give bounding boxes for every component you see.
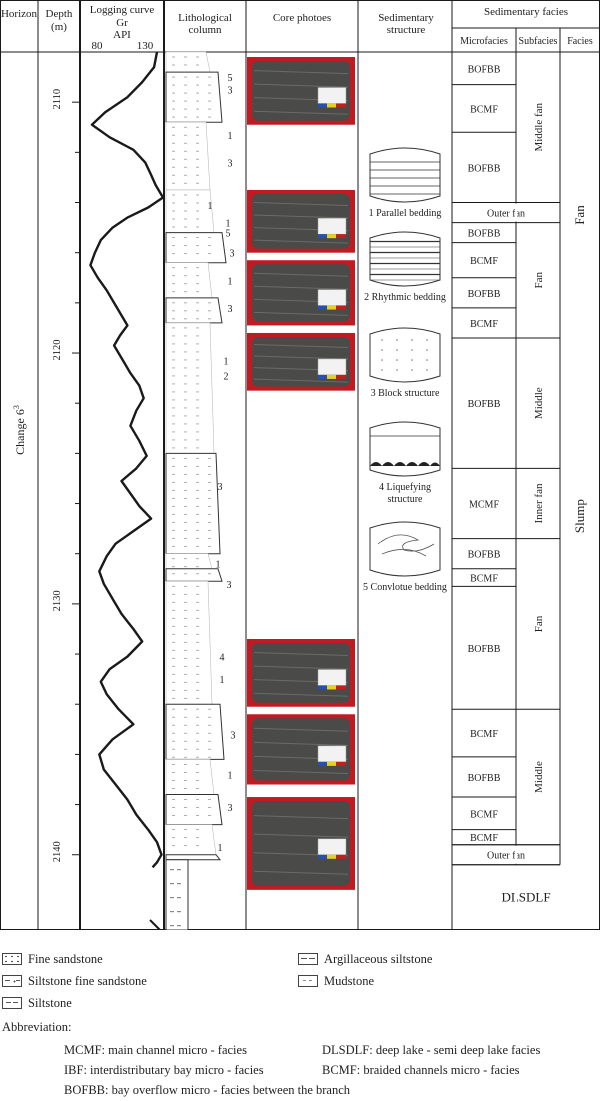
structure-label: 5 Convlotue bedding [363,582,447,593]
structure-outline [370,232,440,286]
header-depth: Depth [45,8,73,20]
microfacies-label: BOFBB [467,772,501,784]
litho-structure-number: 1 [227,770,233,782]
structure-2-icon [370,232,440,286]
microfacies-label: BOFBB [467,163,501,175]
abbreviation-ibf: IBF: interdistributary bay micro - facies [64,1063,264,1077]
microfacies-label: BOFBB [467,228,501,240]
core-color-bar [327,762,336,766]
legend-swatch-dash-dot [2,975,22,987]
header-horizon: Horizon [0,8,38,20]
litho-bed [166,233,226,263]
subfacies-label: Fan [533,272,545,289]
structure-1-icon [370,148,440,202]
litho-bed [166,323,214,453]
litho-bed [166,825,216,855]
microfacies-label: MCMF [468,499,500,511]
core-color-bar [318,306,327,310]
core-color-bar [336,375,346,379]
litho-structure-number: 1 [215,559,221,571]
header-logging-api: API [113,29,131,41]
litho-structure-number: 1 [225,218,231,230]
core-photo [247,714,355,784]
facies-label-fan: Fan [572,205,587,225]
microfacies-label: BCMF [470,833,498,845]
horizon-label: Change $6^3$ [12,405,27,455]
litho-structure-number: 3 [229,248,235,260]
legend-fine-sandstone: Fine sandstone [2,952,103,966]
structure-dot [411,369,413,371]
depth-tick-label: 2110 [52,88,63,110]
header-core: Core photoes [272,12,332,24]
gr-curve-tail [150,920,160,930]
structure-3-icon [370,328,440,382]
litho-structure-number: 5 [227,73,233,85]
subfacies-label: Middle [533,387,545,420]
legend-swatch-long-dashes [298,953,318,965]
header-subfacies: Subfacies [518,36,558,47]
abbreviation-dlsdlf: DLSDLF: deep lake - semi deep lake facies [322,1043,541,1057]
subfacies-label: Inner fan [533,483,545,524]
header-depth-unit: (m) [51,21,67,33]
litho-structure-number: 1 [227,130,233,142]
structure-dot [396,369,398,371]
header-structure: Sedimentary structure [378,12,434,36]
structure-4-icon [370,422,440,476]
structure-label: 2 Rhythmic bedding [364,292,446,303]
litho-structure-number: 1 [207,201,213,213]
core-label-card [318,839,346,855]
structure-dot [426,339,428,341]
microfacies-label: BCMF [470,809,498,821]
microfacies-label: BOFBB [467,399,501,411]
litho-bed [166,704,224,759]
core-color-bar [318,685,327,689]
legend-swatch-dots [2,953,22,965]
litho-bed [166,122,210,190]
microfacies-label: BCMF [470,104,498,116]
legend-siltstone: Siltstone [2,996,72,1010]
structure-label: 1 Parallel bedding [368,208,442,219]
header-facies: Facies [567,36,593,47]
microfacies-label: BOFBB [467,643,501,655]
litho-bed [166,72,222,122]
structure-5-icon [370,522,440,576]
litho-structure-number: 1 [217,843,223,855]
abbreviation-mcmf: MCMF: main channel micro - facies [64,1043,247,1057]
structure-dot [426,359,428,361]
core-photo [247,797,355,890]
structure-dot [426,349,428,351]
structure-dot [426,369,428,371]
core-color-bar [318,375,327,379]
core-color-bar [336,234,346,238]
core-color-bar [336,855,346,859]
subfacies-label: Fan [533,615,545,633]
abbreviation-bofbb: BOFBB: bay overflow micro - facies between the branch [64,1083,351,1097]
core-color-bar [318,762,327,766]
abbreviation-title: Abbreviation: [2,1020,72,1034]
litho-bed [166,581,212,704]
core-color-bar [318,855,327,859]
subfacies-label: Middle [533,761,545,793]
header-logging-gr: Gr [116,17,128,29]
structure-dot [381,349,383,351]
core-photo [247,260,355,325]
gr-curve [90,52,163,867]
depth-tick-label: 2140 [52,841,63,863]
microfacies-label: BOFBB [467,64,501,76]
structure-outline [370,422,440,476]
litho-bed [166,569,222,582]
structure-dot [411,359,413,361]
core-color-bar [327,103,336,107]
core-color-bar [336,103,346,107]
legend-swatch-short-dashes [298,975,318,987]
litho-structure-number: 1 [227,276,233,288]
legend-siltstone-fine-sandstone: Siltstone fine sandstone [2,974,147,988]
core-color-bar [327,685,336,689]
structure-dot [396,339,398,341]
core-color-bar [327,855,336,859]
abbreviation-bcmf: BCMF: braided channels micro - facies [322,1063,520,1077]
litho-structure-number: 3 [230,730,236,742]
microfacies-label: BCMF [470,729,498,741]
microfacies-label: BCMF [470,573,498,585]
microfacies-label: DLSDLF [501,889,551,905]
litho-bed [166,795,222,825]
header-microfacies: Microfacies [460,36,508,47]
header-logging-max: 130 [136,40,154,52]
microfacies-label: BCMF [470,256,498,268]
structure-dot [381,359,383,361]
structure-dot [411,339,413,341]
core-photo [247,190,355,253]
core-label-card [318,290,346,306]
header-logging-min: 80 [91,40,103,52]
structure-outline [370,522,440,576]
microfacies-label: Outer fan [486,850,526,862]
core-color-bar [318,234,327,238]
structure-dot [381,369,383,371]
header-facies-group: Sedimentary facies [484,6,568,18]
legend-mudstone: Mudstone [298,974,374,988]
core-label-card [318,359,346,375]
core-color-bar [327,375,336,379]
litho-mudstone [166,860,188,930]
header-litho: Lithological column [178,12,232,36]
subfacies-label: Middle fan [533,102,545,152]
litho-structure-number: 1 [223,356,229,368]
legend-argillaceous-siltstone: Argillaceous siltstone [298,952,432,966]
microfacies-label: BCMF [470,318,498,330]
core-photo [247,333,355,391]
structure-outline [370,328,440,382]
core-label-card [318,218,346,234]
depth-tick-label: 2130 [52,590,63,612]
structure-label: 3 Block structure [370,388,440,399]
litho-structure-number: 3 [217,481,223,493]
microfacies-label: BOFBB [467,549,501,561]
core-color-bar [327,234,336,238]
structure-dot [396,359,398,361]
facies-label-slump: Slump [572,499,587,534]
litho-bed [166,52,210,72]
core-color-bar [336,685,346,689]
litho-structure-number: 3 [227,803,233,815]
litho-bed [166,855,220,860]
litho-structure-number: 3 [227,85,233,97]
structure-dot [396,349,398,351]
structure-dot [381,339,383,341]
core-color-bar [327,306,336,310]
core-label-card [318,746,346,762]
depth-tick-label: 2120 [52,339,63,361]
litho-structure-number: 2 [223,371,229,383]
microfacies-label: BOFBB [467,288,501,300]
core-color-bar [336,762,346,766]
litho-structure-number: 1 [219,675,225,687]
litho-structure-number: 3 [227,303,233,315]
core-photo [247,57,355,125]
core-photo [247,639,355,707]
core-label-card [318,87,346,103]
litho-structure-number: 4 [219,652,225,664]
header-logging-title: Logging curve [89,4,155,16]
litho-structure-number: 3 [227,158,233,170]
core-color-bar [318,103,327,107]
microfacies-label: Outer fan [486,208,526,220]
structure-label: 4 Liquefying structure [379,482,431,505]
legend-swatch-dashes [2,997,22,1009]
litho-structure-number: 3 [226,579,232,591]
litho-structure-number: 5 [225,228,231,240]
core-label-card [318,669,346,685]
core-color-bar [336,306,346,310]
frame [1,1,600,930]
structure-dot [411,349,413,351]
